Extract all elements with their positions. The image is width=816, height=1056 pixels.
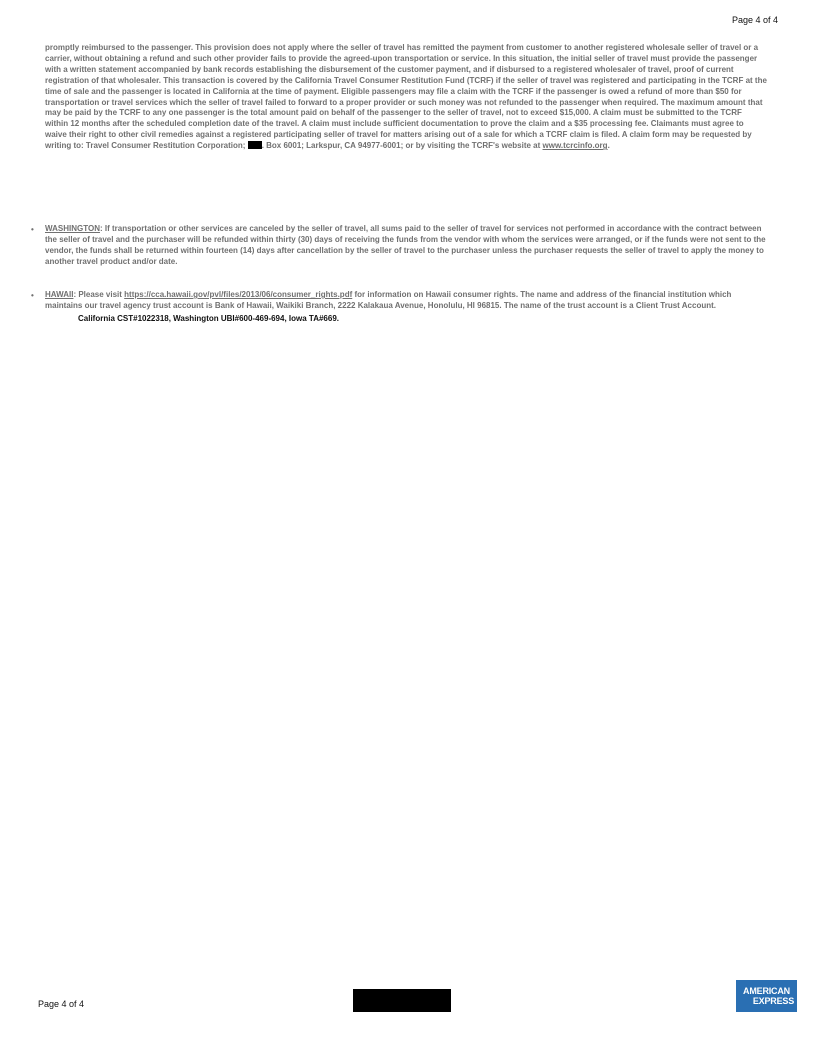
license-numbers-line: California CST#1022318, Washington UBI#600-469-694, Iowa TA#669. [78, 314, 339, 323]
california-text-part-1: promptly reimbursed to the passenger. This provision does not apply where the seller of travel has remitted the payment from customer to another registered wholesale seller of travel or a carrier, without obtaining a refund and such other provider fails to provide the agreed-upon transportation or service. In this situation, the initial seller of travel must provide the passenger with a written statement accompanied by bank records establishing the disbursement of the customer payment, and if disbursed to a registered wholesaler of travel, proof of current registration of that wholesaler. This transaction is covered by the California Travel Consumer Restitution Fund (TCRF) if the seller of travel was registered and participating in the TCRF at the time of sale and the passenger is located in California at the time of payment. Eligible passengers may file a claim with the TCRF if the passenger is owed a refund of more than $50 for transportation or travel services which the seller of travel failed to forward to a proper provider or such money was not refunded to the passenger when required. The maximum amount that may be paid by the TCRF to any one passenger is the total amount paid on behalf of the passenger to the seller of travel, not to exceed $15,000. A claim must be submitted to the TCRF within 12 months after the scheduled completion date of the travel. A claim must include sufficient documentation to prove the claim and a $35 processing fee. Claimants must agree to waive their right to other civil remedies against a registered participating seller of travel for matters arising out of a sale for which a TCRF claim is filed. A claim form may be requested by writing to: Travel Consumer Restitution Corporation; [45, 43, 767, 151]
hawaii-consumer-rights-link[interactable]: https://cca.hawaii.gov/pvl/files/2013/06/consumer_rights.pdf [124, 290, 353, 299]
california-text-part-2: . Box 6001; Larkspur, CA 94977-6001; or by visiting the TCRF's website at [261, 141, 541, 151]
hawaii-disclosure-paragraph [45, 290, 767, 312]
american-express-logo [736, 980, 797, 1012]
bullet-marker-washington: • [31, 225, 34, 234]
hawaii-text-part-1: : Please visit [73, 290, 122, 299]
washington-text: : If transportation or other services are canceled by the seller of travel, all sums paid to the seller of travel for services not performed in accordance with the contract between the seller of travel and the purchaser will be refunded within thirty (30) days of receiving the funds from the vendor with whom the services were arranged, or if the funds were not sent to the vendor, the funds shall be returned within fourteen (14) days after cancellation by the seller of travel to the purchaser unless the purchaser requests the seller of travel to apply the money to another travel product and/or date. [45, 224, 766, 266]
page-number-header: Page 4 of 4 [731, 15, 778, 25]
hawaii-text-part-2: for information on Hawaii consumer rights. The name and address of the financial institution which maintains our travel agency trust account is Bank of Hawaii, Waikiki Branch, 2222 Kalakaua Avenue, Honolulu, HI 96815. The name of the trust account is a Client Trust Account. [45, 290, 732, 310]
tcrf-website-link[interactable]: www.tcrcinfo.org [542, 141, 608, 151]
page-number-footer: Page 4 of 4 [38, 999, 85, 1009]
washington-heading: WASHINGTON [45, 224, 100, 233]
redaction-box-inline [248, 141, 262, 149]
bullet-marker-hawaii: • [31, 291, 34, 300]
hawaii-heading: HAWAII [45, 290, 74, 299]
logo-text-line-1: AMERICAN [743, 986, 790, 996]
california-disclosure-paragraph: promptly reimbursed to the passenger. This provision does not apply where the seller of travel has remitted the payment from customer to another registered wholesale seller of travel or a carrier, without obtaining a refund and such other provider fails to provide the agreed-upon transportation or service. In this situation, the initial seller of travel must provide the passenger with a written statement accompanied by bank records establishing the disbursement of the customer payment, and if disbursed to a registered wholesaler of travel, proof of current registration of that wholesaler. This transaction is covered by the California Travel Consumer Restitution Fund (TCRF) if the seller of travel was registered and participating in the TCRF at the time of sale and the passenger is located in California at the time of payment. Eligible passengers may file a claim with the TCRF if the passenger is owed a refund of more than $50 for transportation or travel services which the seller of travel failed to forward to a proper provider or such money was not refunded to the passenger when required. The maximum amount that may be paid by the TCRF to any one passenger is the total amount paid on behalf of the passenger to the seller of travel, not to exceed $15,000. A claim must be submitted to the TCRF within 12 months after the scheduled completion date of the travel. A claim must include sufficient documentation to prove the claim and a $35 processing fee. Claimants must agree to waive their right to other civil remedies against a registered participating seller of travel for matters arising out of a sale for which a TCRF claim is filed. A claim form may be requested by writing to: Travel Consumer Restitution Corporation; . Box 6001; Larkspur, CA 94977-6001; or by visiting the TCRF's website at www.tcrcinfo.org. [45, 43, 767, 151]
redaction-box-footer [353, 989, 451, 1012]
logo-text-line-2: EXPRESS [752, 996, 794, 1006]
washington-disclosure-paragraph [45, 224, 767, 268]
